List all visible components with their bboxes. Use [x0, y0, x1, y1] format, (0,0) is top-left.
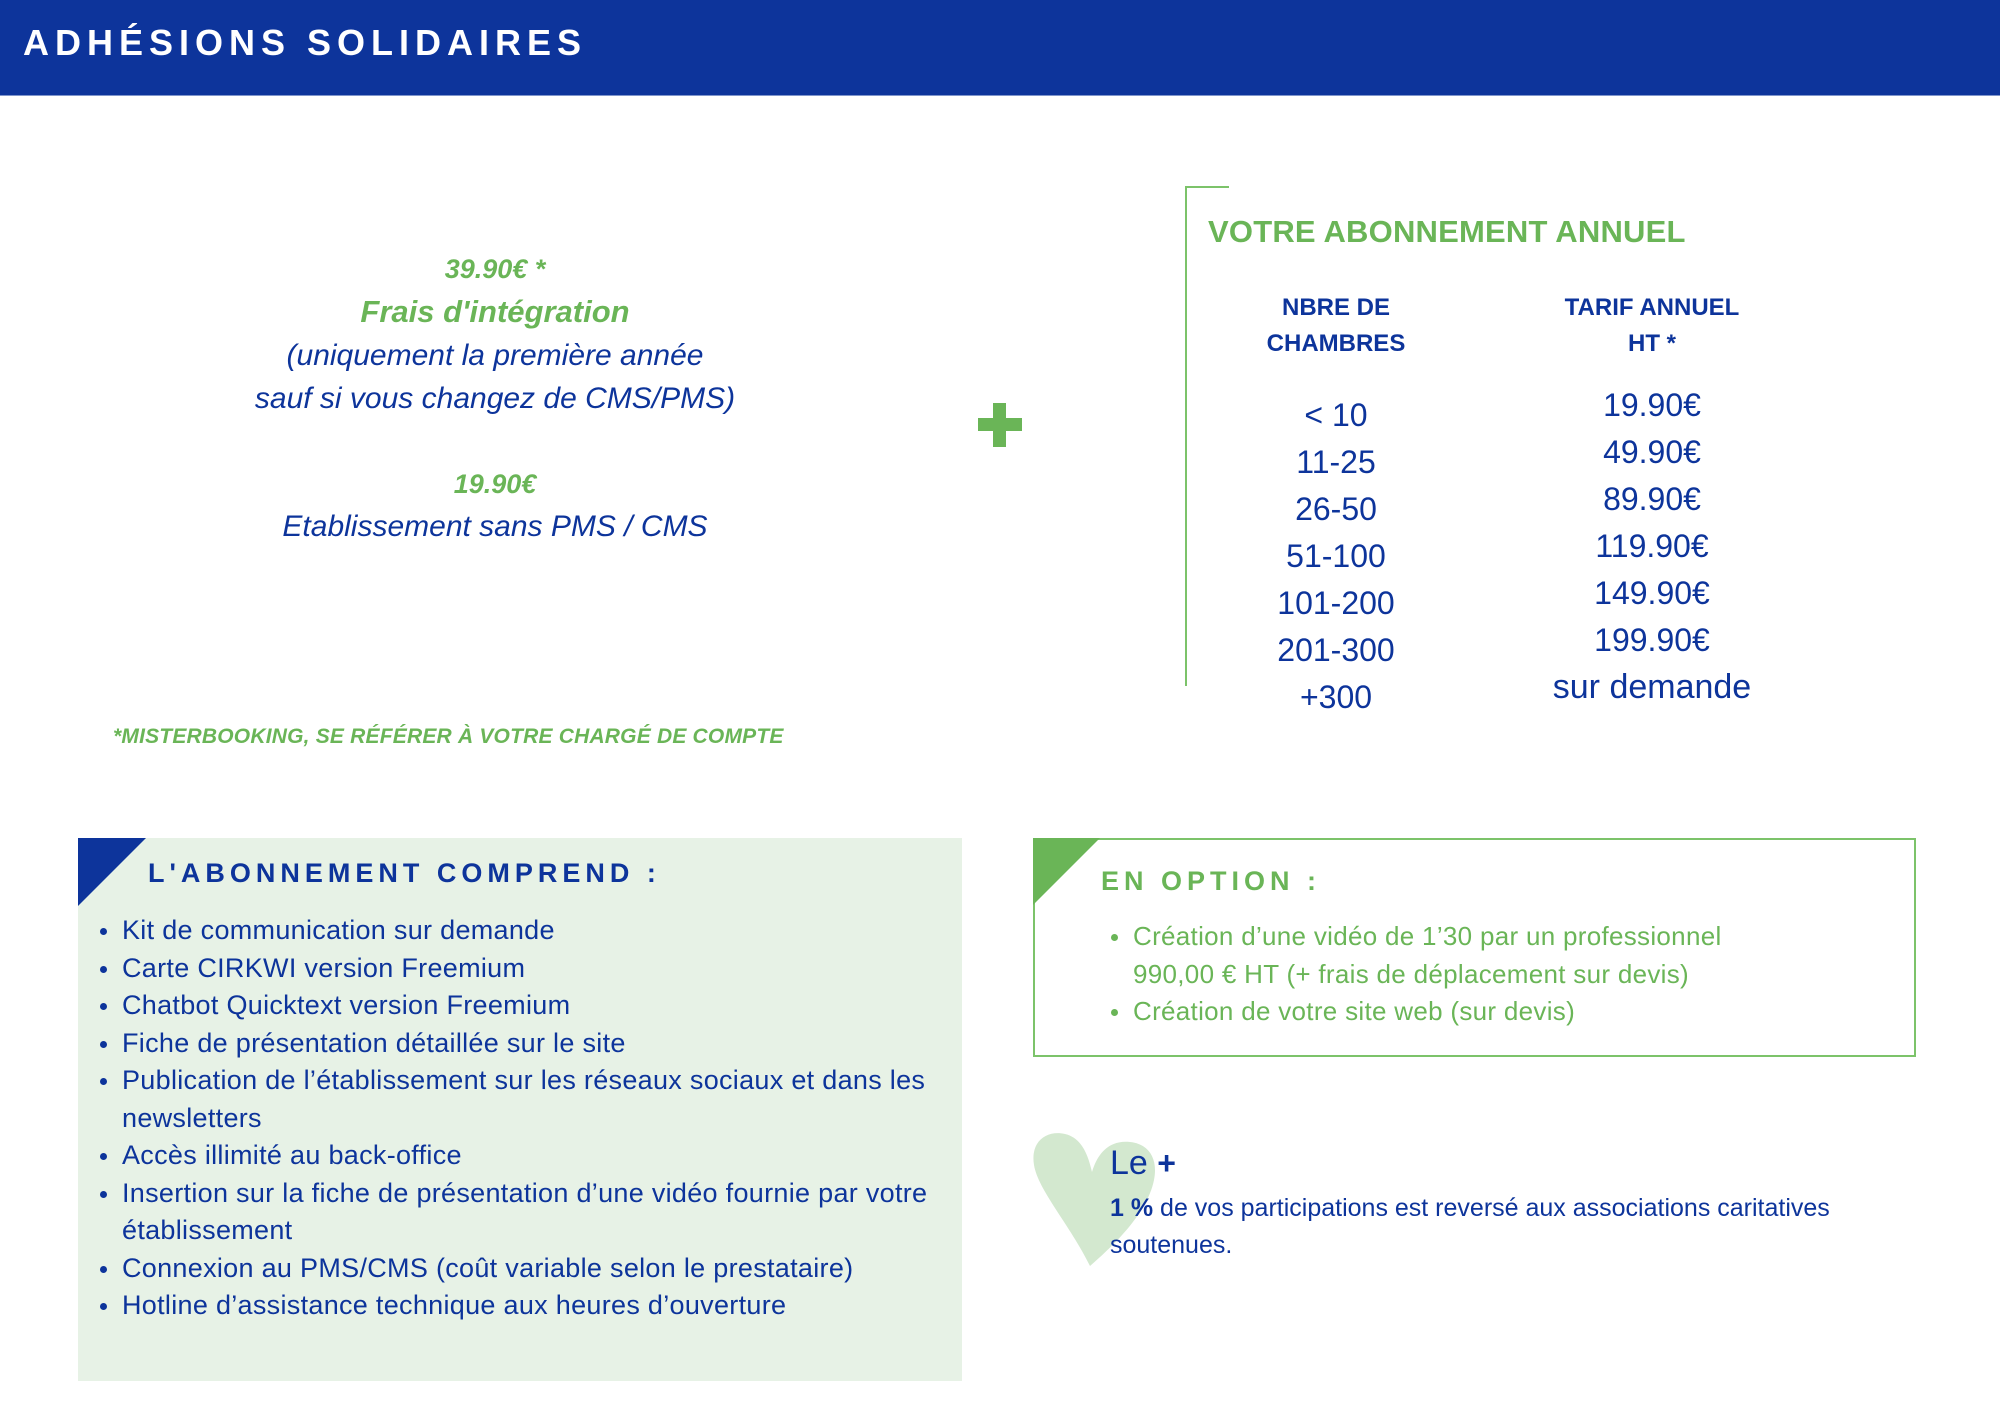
price-cell: 119.90€ — [1595, 528, 1709, 564]
integration-label: Frais d'intégration — [360, 294, 630, 329]
price-cell: 49.90€ — [1603, 434, 1701, 470]
bullet-icon — [100, 1078, 107, 1085]
rooms-cell: 201-300 — [1277, 632, 1395, 668]
rooms-cell: +300 — [1299, 679, 1373, 715]
corner-triangle-decoration — [1033, 838, 1100, 905]
list-item — [122, 1287, 942, 1325]
bullet-icon — [100, 966, 107, 973]
bonus-percent: 1 % — [1110, 1194, 1154, 1222]
list-item-continuation — [1133, 956, 1903, 994]
list-item-text: Kit de communication sur demande — [122, 915, 555, 945]
list-item-text: Accès illimité au back-office — [122, 1140, 462, 1170]
price-header-line2: HT * — [1628, 330, 1676, 357]
subscription-includes-box — [78, 838, 962, 1381]
list-item — [122, 950, 942, 988]
plus-icon — [978, 403, 1022, 447]
bonus-description: de vos participations est reversé aux associations caritatives soutenues. — [1110, 1194, 1830, 1259]
rooms-cell: < 10 — [1304, 397, 1368, 433]
bracket-divider-top — [1185, 186, 1229, 188]
integration-note-line1: (uniquement la première année — [286, 339, 704, 372]
rooms-cell: 11-25 — [1296, 444, 1376, 480]
price-cell: sur demande — [1552, 668, 1752, 706]
rooms-column — [1216, 290, 1456, 715]
list-item — [122, 1137, 942, 1175]
rooms-column-header — [1216, 290, 1456, 386]
includes-title: L'ABONNEMENT COMPREND : — [148, 858, 661, 888]
list-item — [1133, 993, 1903, 1031]
rooms-cell: 51-100 — [1286, 538, 1386, 574]
option-item-line2: 990,00 € HT (+ frais de déplacement sur devis) — [1133, 958, 1689, 989]
list-item-text: Fiche de présentation détaillée sur le site — [122, 1027, 626, 1058]
rooms-cell: 101-200 — [1277, 585, 1395, 621]
bonus-title-text: Le — [1110, 1144, 1148, 1182]
bullet-icon — [100, 1191, 107, 1198]
bullet-icon — [100, 928, 107, 935]
bracket-divider — [1185, 186, 1187, 686]
bullet-icon — [1111, 934, 1118, 941]
bullet-icon — [100, 1153, 107, 1160]
price-cell: 199.90€ — [1594, 622, 1710, 658]
list-item-text: Hotline d’assistance technique aux heures d’ouverture — [122, 1290, 787, 1320]
price-column-header — [1532, 290, 1772, 386]
list-item — [1133, 918, 1903, 956]
header-bar — [0, 0, 2000, 96]
bonus-title — [1110, 1144, 1176, 1183]
annual-subscription-title: VOTRE ABONNEMENT ANNUEL — [1208, 214, 1686, 249]
price-cell: 19.90€ — [1603, 387, 1701, 423]
integration-price: 39.90€ * — [444, 254, 546, 284]
includes-list — [122, 912, 942, 1325]
option-item-line1: Création d’une vidéo de 1’30 par un professionnel — [1133, 921, 1722, 951]
rooms-cell: 26-50 — [1295, 491, 1377, 527]
bonus-text — [1110, 1190, 1890, 1264]
list-item — [122, 1062, 942, 1137]
bonus-plus-sign: + — [1157, 1145, 1176, 1181]
rooms-header-line1: NBRE DE — [1281, 294, 1390, 321]
options-title: EN OPTION : — [1101, 866, 1322, 896]
price-column — [1532, 290, 1772, 715]
bullet-icon — [100, 1266, 107, 1273]
bullet-icon — [1111, 1009, 1118, 1016]
options-list — [1133, 918, 1903, 1031]
page-title: ADHÉSIONS SOLIDAIRES — [23, 22, 588, 63]
price-cell: 89.90€ — [1603, 481, 1701, 517]
options-box — [1033, 838, 1916, 1057]
bullet-icon — [100, 1303, 107, 1310]
bullet-icon — [100, 1003, 107, 1010]
integration-fees — [160, 248, 830, 548]
list-item — [122, 1250, 942, 1288]
price-header-line1: TARIF ANNUEL — [1564, 294, 1740, 321]
list-item-text: Carte CIRKWI version Freemium — [122, 952, 526, 983]
list-item-text: Connexion au PMS/CMS (coût variable selon le prestataire) — [122, 1252, 854, 1283]
option-item-line1: Création de votre site web (sur devis) — [1133, 996, 1576, 1026]
list-item-text: Insertion sur la fiche de présentation d’une vidéo fournie par votre établissement — [122, 1177, 928, 1245]
integration-note-line2: sauf si vous changez de CMS/PMS) — [254, 382, 736, 415]
bullet-icon — [100, 1041, 107, 1048]
list-item — [122, 987, 942, 1025]
rooms-header-line2: CHAMBRES — [1266, 330, 1406, 357]
list-item — [122, 1175, 942, 1250]
list-item-text: Publication de l’établissement sur les réseaux sociaux et dans les newsletters — [122, 1065, 926, 1133]
list-item-text: Chatbot Quicktext version Freemium — [122, 990, 571, 1020]
footnote: *MISTERBOOKING, SE RÉFÉRER À VOTRE CHARGÉ DE COMPTE — [113, 725, 784, 748]
corner-triangle-decoration — [78, 838, 146, 906]
list-item — [122, 912, 942, 950]
price-cell: 149.90€ — [1594, 575, 1710, 611]
no-pms-price: 19.90€ — [453, 469, 537, 499]
list-item — [122, 1025, 942, 1063]
no-pms-label: Etablissement sans PMS / CMS — [282, 510, 708, 543]
